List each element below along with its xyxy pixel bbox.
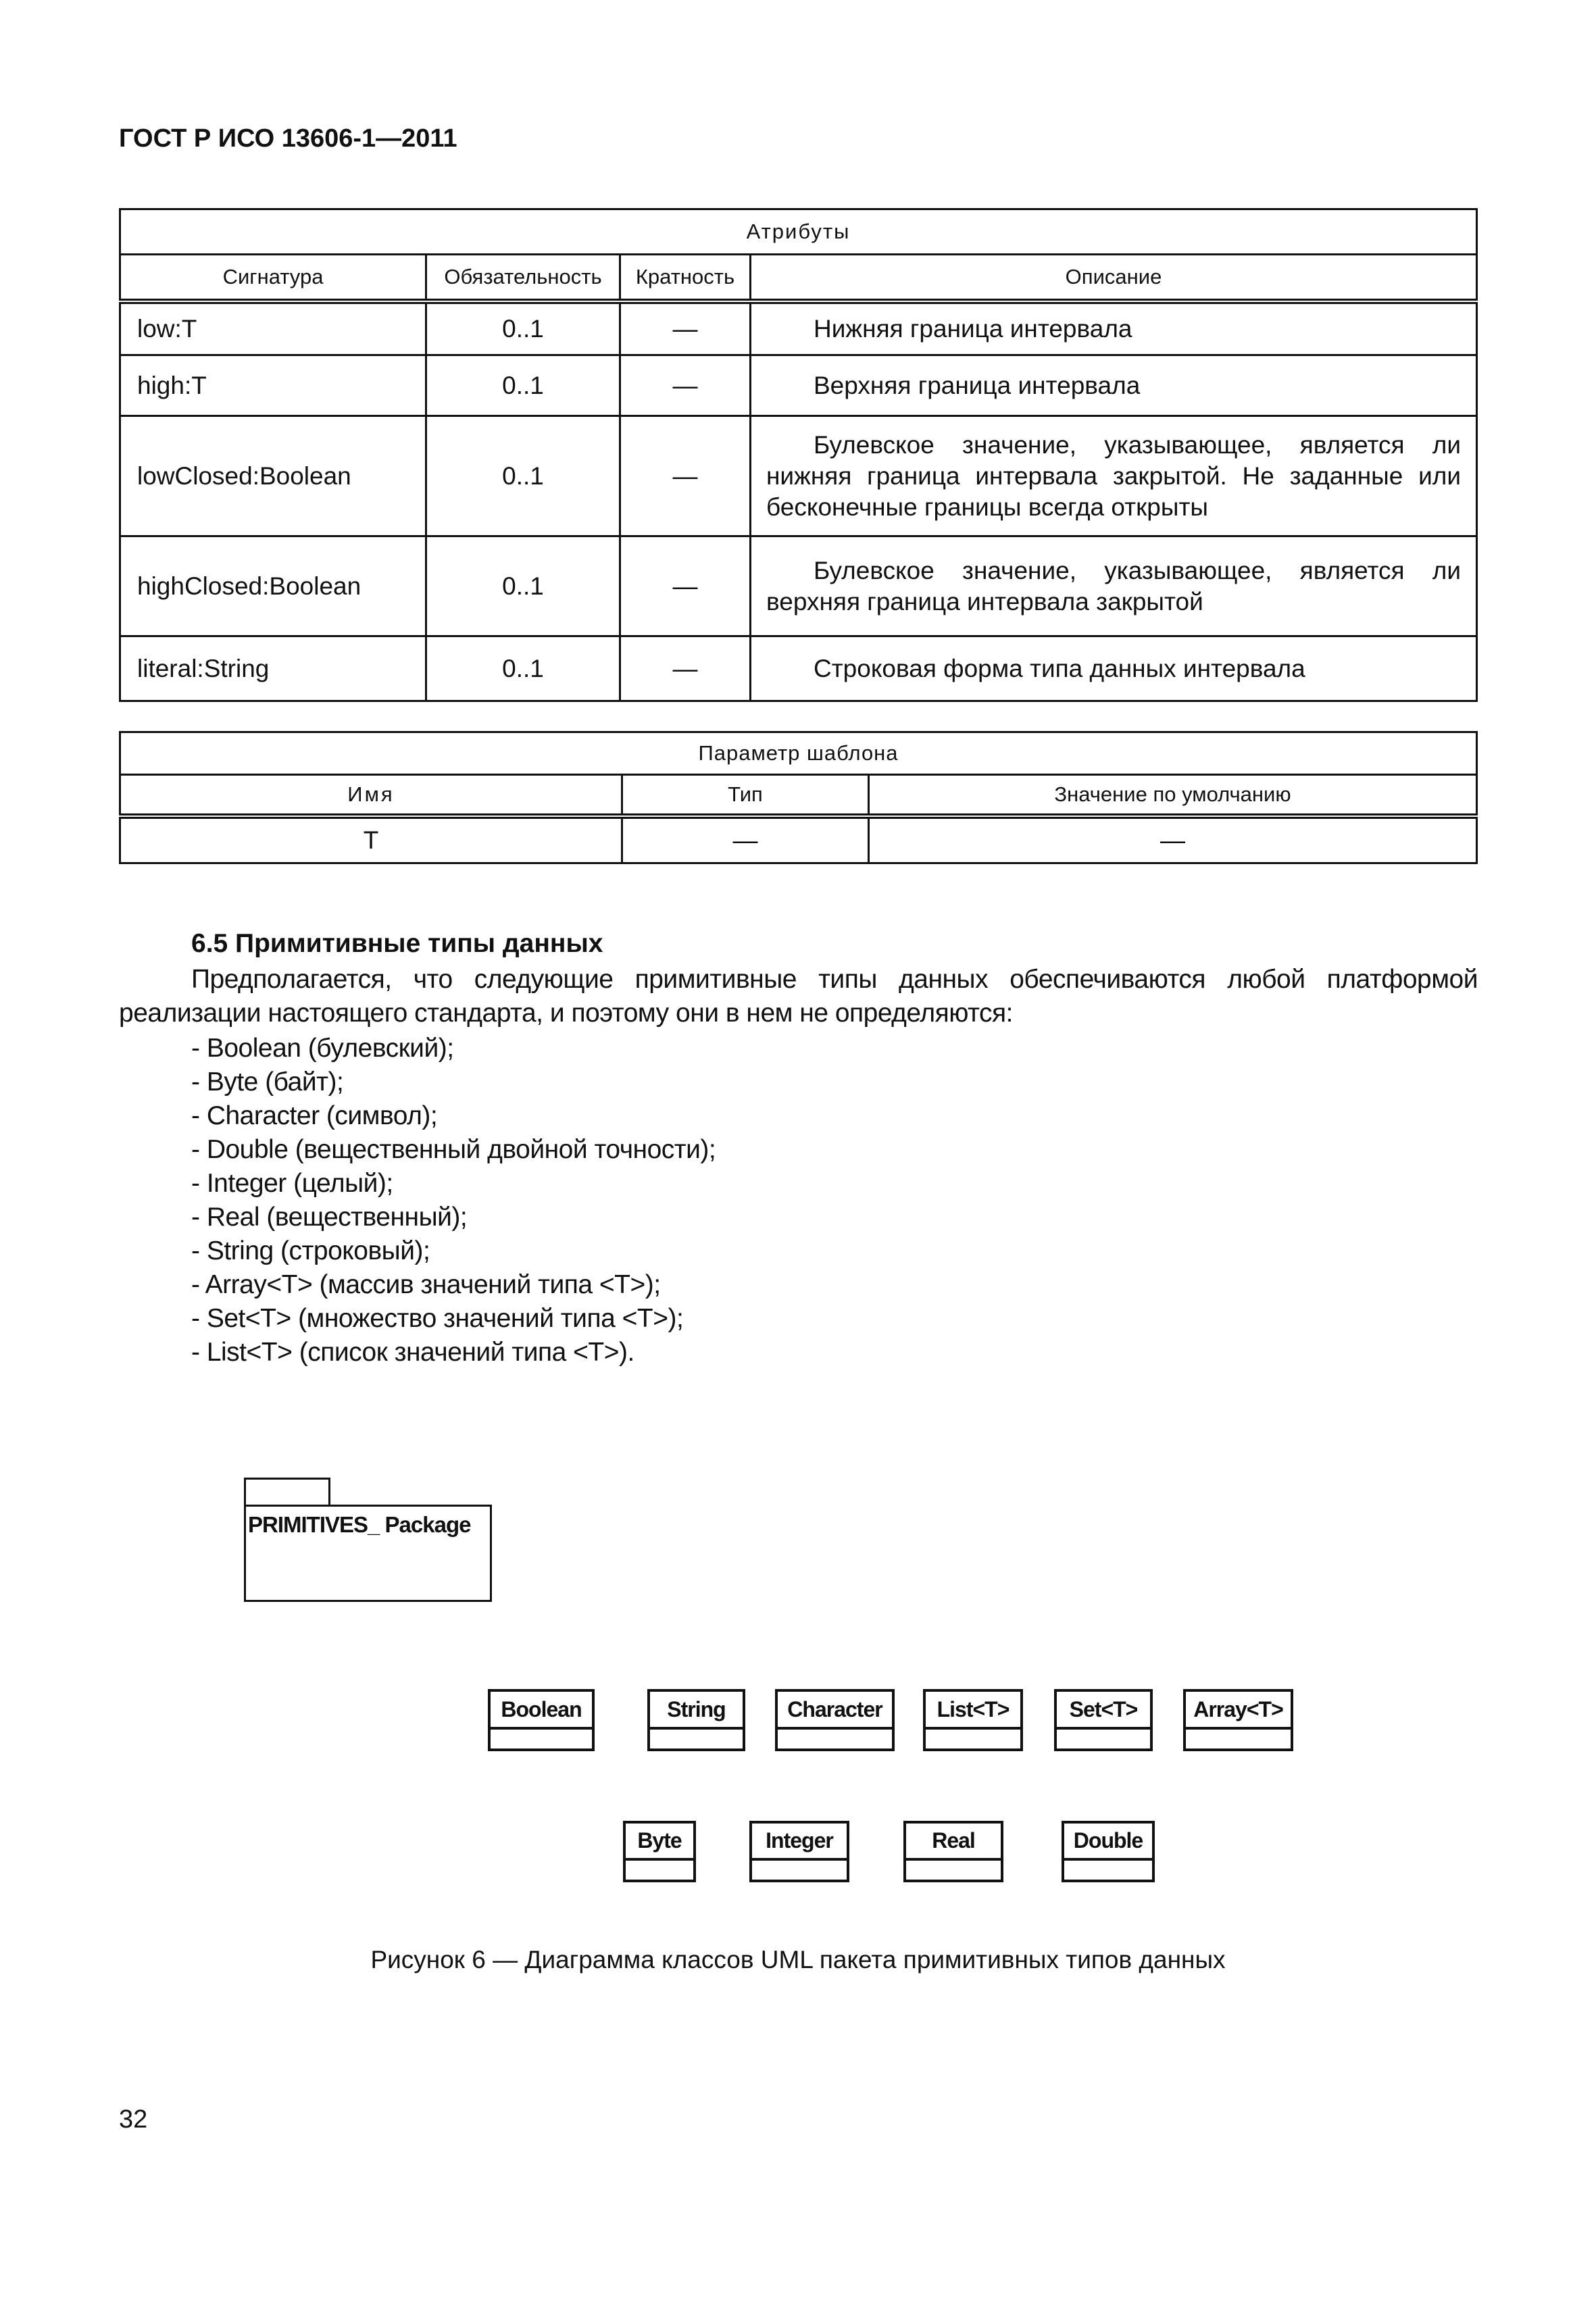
column-header: Сигнатура: [120, 255, 426, 302]
table-caption: Параметр шаблона: [120, 732, 1477, 775]
package-label: PRIMITIVES_ Package: [248, 1512, 471, 1537]
name-cell: T: [120, 816, 622, 863]
class-name: List<T>: [926, 1692, 1020, 1730]
signature-cell: highClosed:Boolean: [120, 536, 426, 636]
figure-caption: Рисунок 6 — Диаграмма классов UML пакета примитивных типов данных: [370, 1946, 1226, 1973]
class-name: Integer: [752, 1823, 847, 1861]
multiplicity-cell: —: [620, 536, 751, 636]
type-cell: —: [622, 816, 869, 863]
class-name: Real: [906, 1823, 1001, 1861]
class-box-array: [1183, 1689, 1293, 1751]
mandatory-cell: 0..1: [426, 301, 620, 355]
list-item: - Real (вещественный);: [191, 1203, 468, 1232]
mandatory-cell: 0..1: [426, 636, 620, 701]
list-item: - Byte (байт);: [191, 1067, 344, 1097]
multiplicity-cell: —: [620, 301, 751, 355]
class-box-real: [903, 1821, 1003, 1882]
template-parameter-table: [119, 731, 1478, 864]
class-box-boolean: [488, 1689, 595, 1751]
section-title: 6.5 Примитивные типы данных: [191, 929, 603, 958]
class-name: String: [650, 1692, 743, 1730]
class-box-list: [923, 1689, 1023, 1751]
class-box-set: [1054, 1689, 1153, 1751]
attributes-table: [119, 208, 1478, 702]
column-header: Кратность: [620, 255, 751, 302]
list-item: - Array<T> (массив значений типа <T>);: [191, 1270, 661, 1299]
multiplicity-cell: —: [620, 416, 751, 536]
page-number: 32: [119, 2105, 148, 2134]
default-cell: —: [869, 816, 1477, 863]
signature-cell: low:T: [120, 301, 426, 355]
description-cell: Булевское значение, указывающее, является ли нижняя граница интервала закрытой. Не заданные или бесконечные границы всегда открыты: [751, 416, 1477, 536]
list-item: - Boolean (булевский);: [191, 1034, 454, 1063]
list-item: - Set<T> (множество значений типа <T>);: [191, 1304, 684, 1333]
multiplicity-cell: —: [620, 355, 751, 416]
class-name: Boolean: [491, 1692, 592, 1730]
mandatory-cell: 0..1: [426, 355, 620, 416]
class-name: Set<T>: [1057, 1692, 1150, 1730]
section-paragraph: Предполагается, что следующие примитивные типы данных обеспечиваются любой платформой реализации настоящего стандарта, и поэтому они в нем не определяются:: [119, 965, 1478, 1028]
standard-header: ГОСТ Р ИСО 13606-1—2011: [119, 124, 457, 153]
class-name: Double: [1064, 1823, 1152, 1861]
description-cell: Булевское значение, указывающее, является ли верхняя граница интервала закрытой: [751, 536, 1477, 636]
list-item: - Double (вещественный двойной точности);: [191, 1135, 716, 1164]
signature-cell: high:T: [120, 355, 426, 416]
description-cell: Нижняя граница интервала: [751, 301, 1477, 355]
description-cell: Верхняя граница интервала: [751, 355, 1477, 416]
table-row: [120, 416, 1477, 536]
description-cell: Строковая форма типа данных интервала: [751, 636, 1477, 701]
class-box-double: [1062, 1821, 1155, 1882]
class-box-character: [775, 1689, 895, 1751]
class-box-byte: [623, 1821, 696, 1882]
class-name: Character: [778, 1692, 892, 1730]
table-caption: Атрибуты: [120, 209, 1477, 255]
primitive-types-list: [191, 1032, 716, 1369]
table-row: [120, 636, 1477, 701]
signature-cell: literal:String: [120, 636, 426, 701]
class-name: Byte: [626, 1823, 693, 1861]
column-header: Значение по умолчанию: [869, 775, 1477, 817]
multiplicity-cell: —: [620, 636, 751, 701]
table-row: [120, 536, 1477, 636]
class-box-integer: [749, 1821, 849, 1882]
column-header: Обязательность: [426, 255, 620, 302]
table-row: [120, 355, 1477, 416]
class-box-string: [647, 1689, 745, 1751]
list-item: - String (строковый);: [191, 1236, 430, 1265]
mandatory-cell: 0..1: [426, 416, 620, 536]
list-item: - Character (символ);: [191, 1101, 438, 1130]
table-row: [120, 816, 1477, 863]
signature-cell: lowClosed:Boolean: [120, 416, 426, 536]
package-tab: [244, 1478, 330, 1507]
table-row: [120, 301, 1477, 355]
mandatory-cell: 0..1: [426, 536, 620, 636]
column-header: Имя: [120, 775, 622, 817]
class-name: Array<T>: [1186, 1692, 1291, 1730]
column-header: Тип: [622, 775, 869, 817]
list-item: - List<T> (список значений типа <T>).: [191, 1338, 634, 1367]
list-item: - Integer (целый);: [191, 1169, 393, 1198]
column-header: Описание: [751, 255, 1477, 302]
